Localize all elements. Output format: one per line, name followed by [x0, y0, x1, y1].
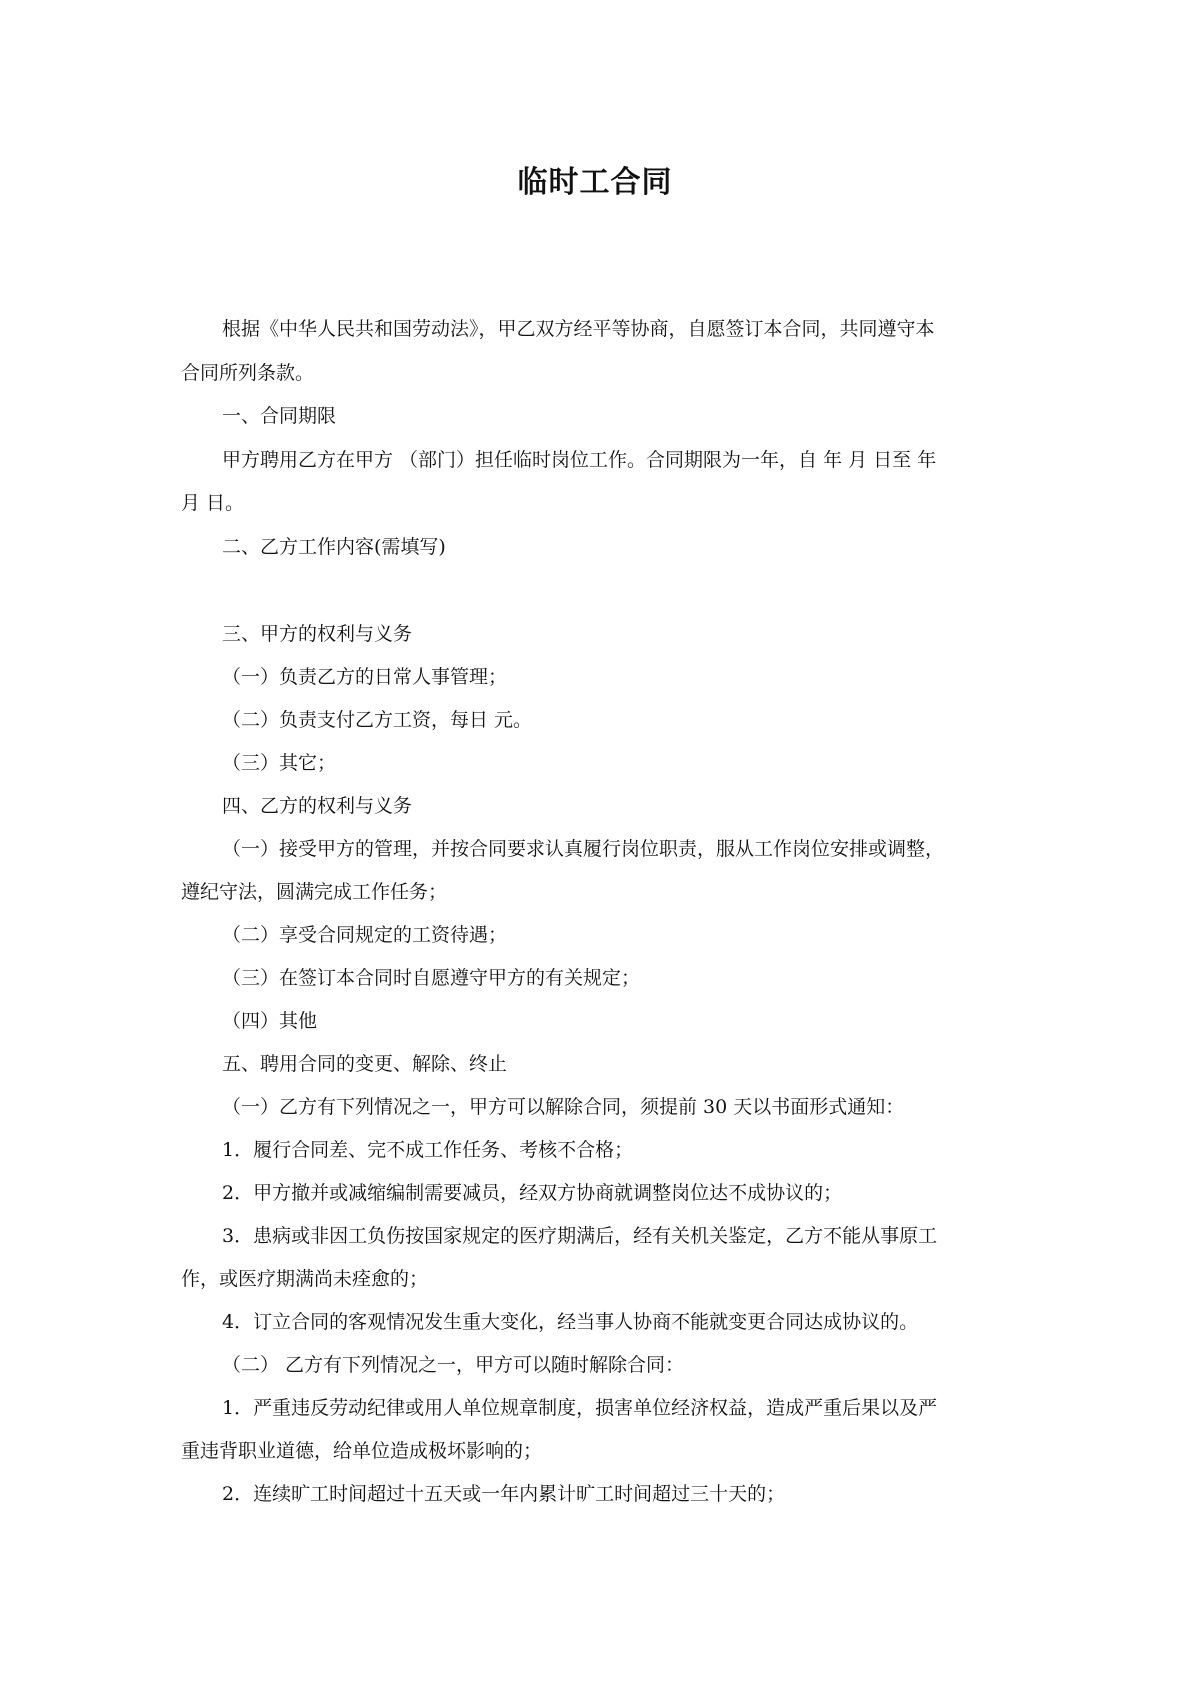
- termination-1-item-4: 4．订立合同的客观情况发生重大变化，经当事人协商不能就变更合同达成协议的。: [222, 1311, 919, 1333]
- paragraph-intro-line-1: 根据《中华人民共和国劳动法》，甲乙双方经平等协商，自愿签订本合同，共同遵守本: [222, 318, 935, 340]
- section-heading-changes-termination: 五、聘用合同的变更、解除、终止: [222, 1053, 508, 1075]
- termination-1-item-2: 2．甲方撤并或减缩编制需要减员，经双方协商就调整岗位达不成协议的；: [222, 1182, 843, 1204]
- section-heading-work-content: 二、乙方工作内容(需填写): [222, 536, 446, 558]
- termination-1-item-3-line-1: 3．患病或非因工负伤按国家规定的医疗期满后，经有关机关鉴定，乙方不能从事原工: [222, 1225, 938, 1247]
- termination-1-item-1: 1．履行合同差、完不成工作任务、考核不合格；: [222, 1139, 634, 1161]
- party-b-item-3: （三）在签订本合同时自愿遵守甲方的有关规定；: [222, 967, 641, 989]
- section-heading-contract-term: 一、合同期限: [222, 405, 337, 427]
- party-a-item-2: （二）负责支付乙方工资，每日 元。: [222, 709, 533, 731]
- termination-2-item-2: 2．连续旷工时间超过十五天或一年内累计旷工时间超过三十天的；: [222, 1483, 786, 1505]
- termination-clause-2: （二） 乙方有下列情况之一，甲方可以随时解除合同：: [222, 1354, 685, 1376]
- termination-1-item-3-line-2: 作，或医疗期满尚未痊愈的；: [181, 1268, 429, 1290]
- party-b-item-1-line-1: （一）接受甲方的管理，并按合同要求认真履行岗位职责，服从工作岗位安排或调整，: [222, 838, 945, 860]
- party-a-item-1: （一）负责乙方的日常人事管理；: [222, 666, 508, 688]
- party-a-item-3: （三）其它；: [222, 752, 337, 774]
- paragraph-intro-line-2: 合同所列条款。: [181, 362, 315, 384]
- contract-term-line-2: 月 日。: [181, 492, 245, 514]
- termination-clause-1: （一）乙方有下列情况之一，甲方可以解除合同，须提前 30 天以书面形式通知：: [222, 1096, 905, 1118]
- party-b-item-2: （二）享受合同规定的工资待遇；: [222, 924, 508, 946]
- party-b-item-4: （四）其他: [222, 1010, 318, 1032]
- termination-2-item-1-line-2: 重违背职业道德，给单位造成极坏影响的；: [181, 1440, 543, 1462]
- section-heading-party-a-rights: 三、甲方的权利与义务: [222, 623, 413, 645]
- contract-term-line-1: 甲方聘用乙方在甲方 （部门）担任临时岗位工作。合同期限为一年，自 年 月 日至 年: [222, 449, 937, 471]
- party-b-item-1-line-2: 遵纪守法，圆满完成工作任务；: [181, 881, 448, 903]
- termination-2-item-1-line-1: 1．严重违反劳动纪律或用人单位规章制度，损害单位经济权益，造成严重后果以及严: [222, 1397, 938, 1419]
- document-title: 临时工合同: [517, 165, 673, 200]
- section-heading-party-b-rights: 四、乙方的权利与义务: [222, 795, 413, 817]
